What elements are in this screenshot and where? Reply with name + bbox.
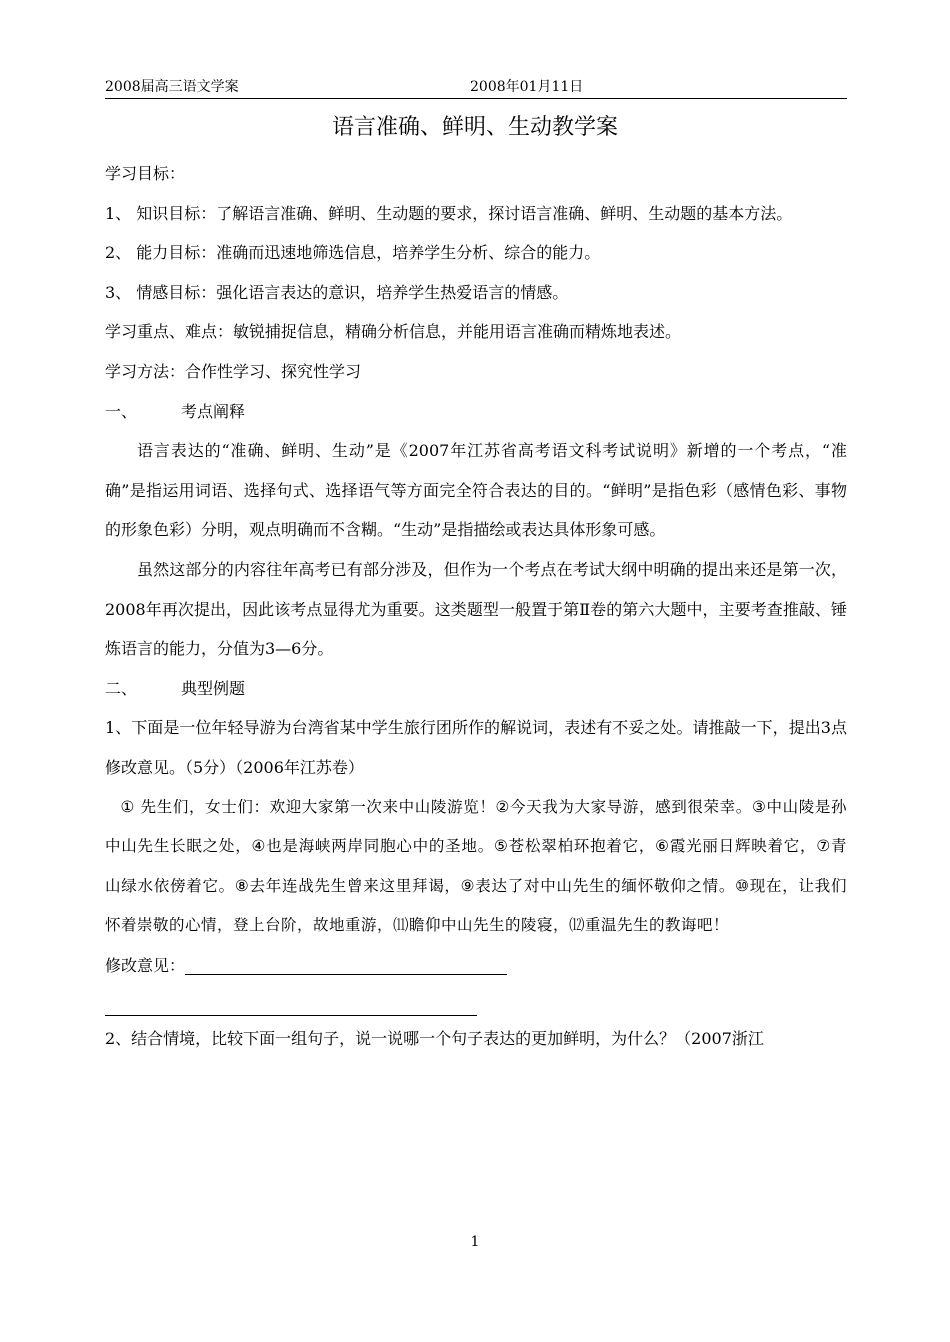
document-body	[105, 154, 847, 1059]
objective-item-1: 1、 知识目标：了解语言准确、鲜明、生动题的要求，探讨语言准确、鲜明、生动题的基本方法。	[105, 203, 793, 223]
header-course: 2008届高三语文学案	[105, 79, 239, 95]
section-heading-1	[105, 392, 847, 432]
question-2: 2、结合情境，比较下面一组句子，说一说哪一个句子表达的更加鲜明，为什么？（2007浙江	[105, 1029, 764, 1049]
key-points: 学习重点、难点：敏锐捕捉信息，精确分析信息，并能用语言准确而精炼地表述。	[105, 322, 682, 342]
objective-item-2: 2、 能力目标：准确而迅速地筛选信息，培养学生分析、综合的能力。	[105, 243, 601, 263]
learning-methods: 学习方法：合作性学习、探究性学习	[105, 361, 362, 381]
revision-answer-line	[105, 946, 847, 986]
section1-paragraph-1: 语言表达的“准确、鲜明、生动”是《2007年江苏省高考语文科考试说明》新增的一个考点，“准确”是指运用词语、选择句式、选择语气等方面完全符合表达的目的。“鲜明”是指色彩（感情色彩、事物的形象色彩）分明，观点明确而不含糊。“生动”是指描绘或表达具体形象可感。	[105, 441, 847, 540]
question-1: 1、下面是一位年轻导游为台湾省某中学生旅行团所作的解说词，表述有不妥之处。请推敲一下，提出3点修改意见。（5分）（2006年江苏卷）	[105, 718, 847, 777]
tour-guide-passage: ① 先生们，女士们：欢迎大家第一次来中山陵游览！②今天我为大家导游，感到很荣幸。③中山陵是孙中山先生长眠之处，④也是海峡两岸同胞心中的圣地。⑤苍松翠柏环抱着它，⑥霞光丽日辉映着它，⑦青山绿水依傍着它。⑧去年连战先生曾来这里拜谒，⑨表达了对中山先生的缅怀敬仰之情。⑩现在，让我们怀着崇敬的心情，登上台阶，故地重游，⑾瞻仰中山先生的陵寝，⑿重温先生的教诲吧！	[105, 797, 847, 935]
answer-blank[interactable]	[185, 950, 507, 975]
section-number: 二、	[105, 678, 138, 698]
objectives-heading: 学习目标：	[105, 164, 186, 183]
section-title: 典型例题	[181, 678, 246, 698]
page-number: 1	[470, 1234, 480, 1250]
section-number: 一、	[105, 401, 138, 421]
revise-label: 修改意见：	[105, 955, 186, 975]
section1-paragraph-2: 虽然这部分的内容往年高考已有部分涉及，但作为一个考点在考试大纲中明确的提出来还是第一次，2008年再次提出，因此该考点显得尤为重要。这类题型一般置于第Ⅱ卷的第六大题中，主要考查推敲、锤炼语言的能力，分值为3—6分。	[105, 559, 847, 659]
page-header	[105, 78, 847, 99]
header-date: 2008年01月11日	[470, 79, 584, 95]
answer-blank-line[interactable]	[105, 985, 477, 1016]
section-heading-2	[105, 669, 847, 709]
section-title: 考点阐释	[181, 401, 246, 421]
page-title: 语言准确、鲜明、生动教学案	[331, 115, 618, 140]
objective-item-3: 3、 情感目标：强化语言表达的意识，培养学生热爱语言的情感。	[105, 282, 569, 302]
